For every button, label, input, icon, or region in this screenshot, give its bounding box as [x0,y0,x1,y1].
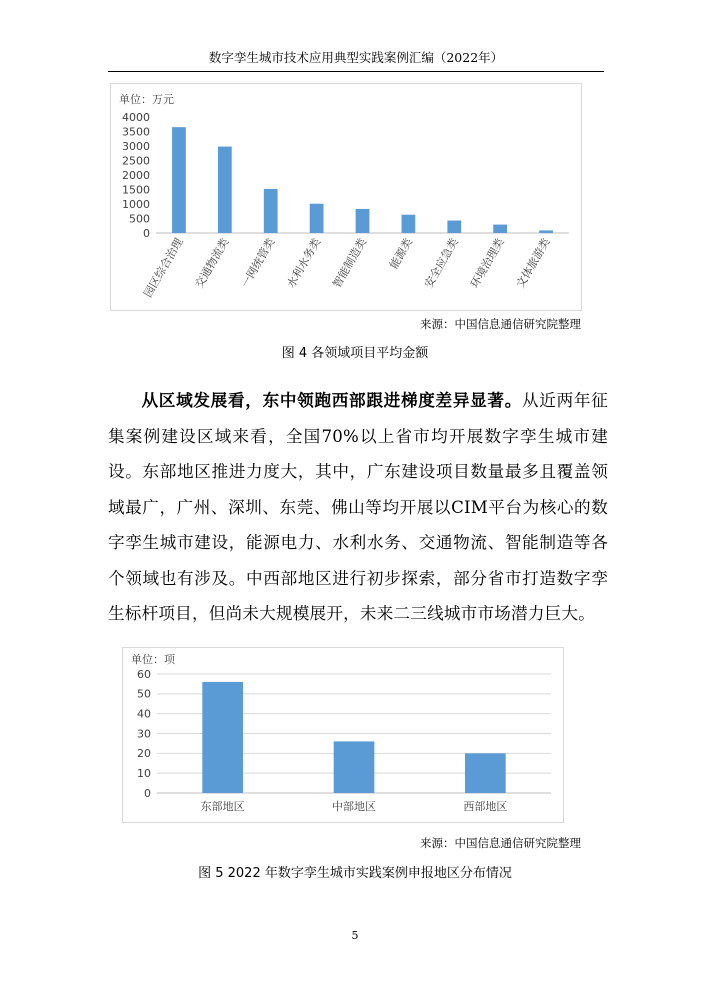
x-tick-label-0: 园区综合治理 [141,236,186,300]
x-tick-label-7: 环境治理类 [468,236,507,291]
bar-6 [447,221,461,233]
y-tick-label-1: 500 [129,212,150,226]
y-tick-label-5: 2500 [122,154,150,168]
bar-7 [493,225,507,233]
y-tick-label-1: 10 [137,767,151,781]
paragraph-text: 从近两年征集案例建设区域来看，全国70%以上省市均开展数字孪生城市建设。东部地区推进力度大，其中，广东建设项目数量最多且覆盖领域最广，广州、深圳、东莞、佛山等均开展以CIM平台为核心的数字孪生城市建设，能源电力、水利水务、交通物流、智能制造等各个领域也有涉及。中西部地区进行初步探索，部分省市打造数字孪生标杆项目，但尚未大规模展开，未来二三线城市市场潜力巨大。 [108,391,608,623]
figure4-chart [110,83,582,311]
header-rule [108,71,604,72]
figure4-caption: 图 4 各领域项目平均金额 [281,346,429,361]
x-tick-label-2: 西部地区 [463,800,508,813]
bar-1 [218,147,232,233]
y-tick-label-0: 0 [143,226,150,240]
unit-label: 单位：万元 [119,93,174,106]
unit-label: 单位：项 [131,653,175,666]
y-tick-label-2: 20 [137,747,151,761]
x-tick-label-1: 交通物流类 [192,236,232,291]
figure4-source: 来源：中国信息通信研究院整理 [420,317,581,331]
figure4-svg [111,84,581,310]
y-tick-label-7: 3500 [122,125,150,139]
bar-5 [402,215,416,233]
x-tick-label-4: 智能制造类 [330,236,370,291]
y-tick-label-3: 30 [137,727,151,741]
y-tick-label-8: 4000 [122,110,150,124]
page-number: 5 [351,929,359,942]
body-paragraph [108,383,608,632]
bar-4 [356,209,370,233]
x-tick-label-2: 一网统管类 [238,236,278,291]
figure5-source: 来源：中国信息通信研究院整理 [420,836,581,850]
running-header: 数字孪生城市技术应用典型实践案例汇编（2022年） [208,50,504,65]
y-tick-label-2: 1000 [122,197,150,211]
bar-2 [465,753,506,793]
x-tick-label-5: 能源类 [387,236,415,272]
bar-1 [334,741,375,793]
y-tick-label-4: 40 [137,707,151,721]
y-tick-label-5: 50 [137,687,151,701]
figure5-chart [122,647,564,823]
bar-2 [264,189,278,233]
figure5-svg [123,648,563,822]
figure5-caption: 图 5 2022 年数字孪生城市实践案例申报地区分布情况 [198,866,512,881]
bar-8 [539,230,553,233]
y-tick-label-6: 3000 [122,139,150,153]
y-tick-label-6: 60 [137,667,151,681]
x-tick-label-1: 中部地区 [332,800,376,813]
y-tick-label-4: 2000 [122,168,150,182]
y-tick-label-0: 0 [144,786,151,800]
x-tick-label-6: 安全应急类 [422,236,461,291]
bar-0 [202,682,243,793]
bar-3 [310,204,324,233]
x-tick-label-0: 东部地区 [200,800,245,813]
x-tick-label-3: 水利水务类 [284,236,324,291]
bar-0 [172,127,186,233]
paragraph-lead: 从区域发展看，东中领跑西部跟进梯度差异显著。 [141,390,523,410]
x-tick-label-8: 文体旅游类 [513,236,553,291]
y-tick-label-3: 1500 [122,183,150,197]
